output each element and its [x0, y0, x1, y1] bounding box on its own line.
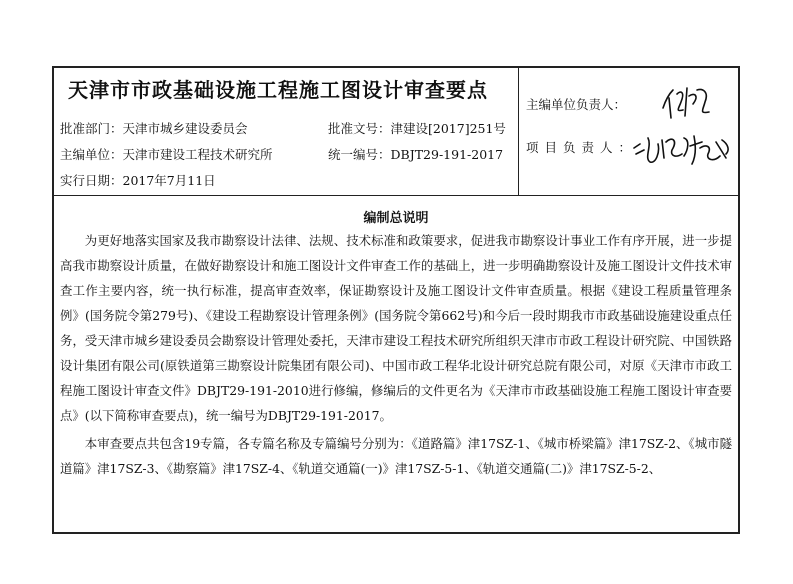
approval-doc-number: 批准文号：津建设[2017]251号 [328, 121, 506, 136]
unified-number: 统一编号：DBJT29-191-2017 [328, 147, 504, 162]
section-body [60, 228, 732, 481]
body-paragraph: 为更好地落实国家及我市勘察设计法律、法规、技术标准和政策要求，促进我市勘察设计事业工作有序开展，进一步提高我市勘察设计质量，在做好勘察设计和施工图设计文件审查工作的基础上，进一步明确勘察设计及施工图设计文件技术审查工作主要内容，统一执行标准，提高审查效率，保证勘察设计及施工图设计文件审查质量。根据《建设工程质量管理条例》(国务院令第279号)、《建设工程勘察设计管理条例》(国务院令第662号)和今后一段时期我市市政基础设施建设重点任务，受天津市城乡建设委员会勘察设计管理处委托，天津市建设工程技术研究所组织天津市市政工程设计研究院、中国铁路设计集团有限公司(原铁道第三勘察设计院集团有限公司)、中国市政工程华北设计研究总院有限公司，对原《天津市市政工程施工图设计审查文件》DBJT29-191-2010进行修编，修编后的文件更名为《天津市市政基础设施工程施工图设计审查要点》(以下简称审查要点)，统一编号为DBJT29-191-2017。 [60, 233, 732, 423]
document-title: 天津市市政基础设施工程施工图设计审查要点 [68, 78, 488, 102]
effective-date: 实行日期：2017年7月11日 [60, 173, 216, 188]
header-column-divider [518, 68, 519, 195]
approval-dept: 批准部门：天津市城乡建设委员会 [60, 121, 248, 136]
project-signature [630, 128, 734, 170]
section-title: 编制总说明 [363, 211, 429, 226]
editor-unit: 主编单位：天津市建设工程技术研究所 [60, 147, 273, 162]
chief-responsible-label: 主编单位负责人： [526, 97, 627, 112]
header-divider [54, 195, 738, 196]
body-paragraph: 本审查要点共包含19专篇，各专篇名称及专篇编号分别为：《道路篇》津17SZ-1、《城市桥梁篇》津17SZ-2、《城市隧道篇》津17SZ-3、《勘察篇》津17SZ-4、《轨道交通篇(一)》津17SZ-5-1、《轨道交通篇(二)》津17SZ-5-2、 [60, 436, 732, 476]
document-frame [52, 66, 740, 534]
chief-signature [659, 82, 715, 122]
project-responsible-label: 项目负责人： [526, 140, 638, 155]
